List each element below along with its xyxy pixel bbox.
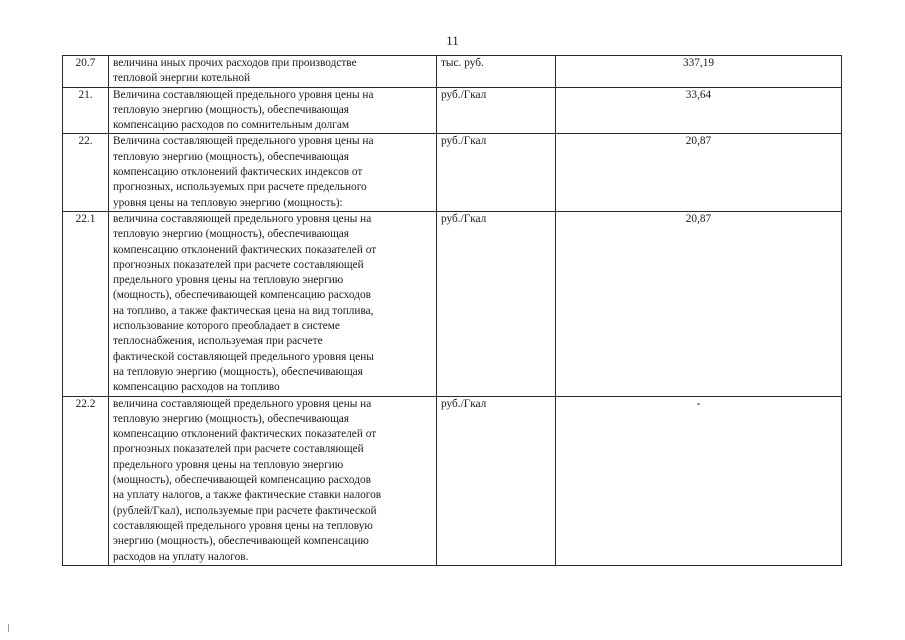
row-unit: тыс. руб. — [437, 56, 556, 88]
table-row — [63, 396, 842, 565]
description-line: прогнозных, используемых при расчете предельного — [113, 181, 367, 194]
description-line: (рублей/Гкал), используемые при расчете фактической — [113, 504, 377, 517]
table-row — [63, 134, 842, 211]
row-number: 20.7 — [63, 56, 109, 88]
description-line: компенсацию отклонений фактических индексов от — [113, 166, 363, 179]
description-line: величина составляющей предельного уровня цены на — [113, 212, 372, 225]
table-row — [63, 87, 842, 134]
description-line: предельного уровня цены на тепловую энергию — [113, 458, 344, 471]
description-line: на топливо, а также фактическая цена на вид топлива, — [113, 304, 374, 317]
row-description — [109, 134, 437, 211]
description-line: Величина составляющей предельного уровня цены на — [113, 88, 374, 101]
row-value: 20,87 — [556, 134, 842, 211]
row-description — [109, 396, 437, 565]
description-line: энергию (мощность), обеспечивающей компенсацию — [113, 535, 369, 548]
row-unit: руб./Гкал — [437, 211, 556, 396]
description-line: на уплату налогов, а также фактические ставки налогов — [113, 489, 382, 502]
row-value: 33,64 — [556, 87, 842, 134]
description-line: тепловую энергию (мощность), обеспечивающая — [113, 150, 349, 163]
description-line: расходов на уплату налогов. — [113, 550, 249, 563]
row-description — [109, 87, 437, 134]
tariff-table-body — [63, 56, 842, 566]
row-description — [109, 211, 437, 396]
description-line: прогнозных показателей при расчете составляющей — [113, 443, 364, 456]
row-value: - — [556, 396, 842, 565]
description-line: использование которого преобладает в системе — [113, 320, 340, 333]
row-unit: руб./Гкал — [437, 396, 556, 565]
description-line: тепловую энергию (мощность), обеспечивающая — [113, 412, 349, 425]
margin-mark — [8, 624, 9, 632]
description-line: тепловую энергию (мощность), обеспечивающая — [113, 103, 349, 116]
tariff-table — [62, 55, 842, 566]
description-line: компенсацию расходов по сомнительным долгам — [113, 119, 349, 132]
description-line: величина иных прочих расходов при производстве — [113, 57, 357, 69]
description-line: на тепловую энергию (мощность), обеспечивающая — [113, 365, 363, 378]
row-number: 21. — [63, 87, 109, 134]
description-line: компенсацию отклонений фактических показателей от — [113, 243, 377, 256]
row-description — [109, 56, 437, 88]
row-number: 22. — [63, 134, 109, 211]
description-line: (мощность), обеспечивающей компенсацию расходов — [113, 289, 371, 302]
row-unit: руб./Гкал — [437, 134, 556, 211]
description-line: Величина составляющей предельного уровня цены на — [113, 135, 374, 148]
page-number: 11 — [446, 33, 459, 48]
description-line: величина составляющей предельного уровня цены на — [113, 397, 372, 410]
description-line: теплоснабжения, используемая при расчете — [113, 335, 323, 348]
description-line: уровня цены на тепловую энергию (мощность): — [113, 196, 343, 209]
table-row — [63, 211, 842, 396]
description-line: предельного уровня цены на тепловую энергию — [113, 274, 344, 287]
description-line: фактической составляющей предельного уровня цены — [113, 350, 374, 363]
description-line: составляющей предельного уровня цены на тепловую — [113, 519, 373, 532]
description-line: компенсацию расходов на топливо — [113, 381, 280, 394]
description-line: (мощность), обеспечивающей компенсацию расходов — [113, 474, 371, 487]
table-row — [63, 56, 842, 88]
row-value: 337,19 — [556, 56, 842, 88]
row-number: 22.1 — [63, 211, 109, 396]
description-line: тепловой энергии котельной — [113, 72, 251, 85]
description-line: компенсацию отклонений фактических показателей от — [113, 428, 377, 441]
row-unit: руб./Гкал — [437, 87, 556, 134]
description-line: прогнозных показателей при расчете составляющей — [113, 258, 364, 271]
row-value: 20,87 — [556, 211, 842, 396]
description-line: тепловую энергию (мощность), обеспечивающая — [113, 228, 349, 241]
row-number: 22.2 — [63, 396, 109, 565]
